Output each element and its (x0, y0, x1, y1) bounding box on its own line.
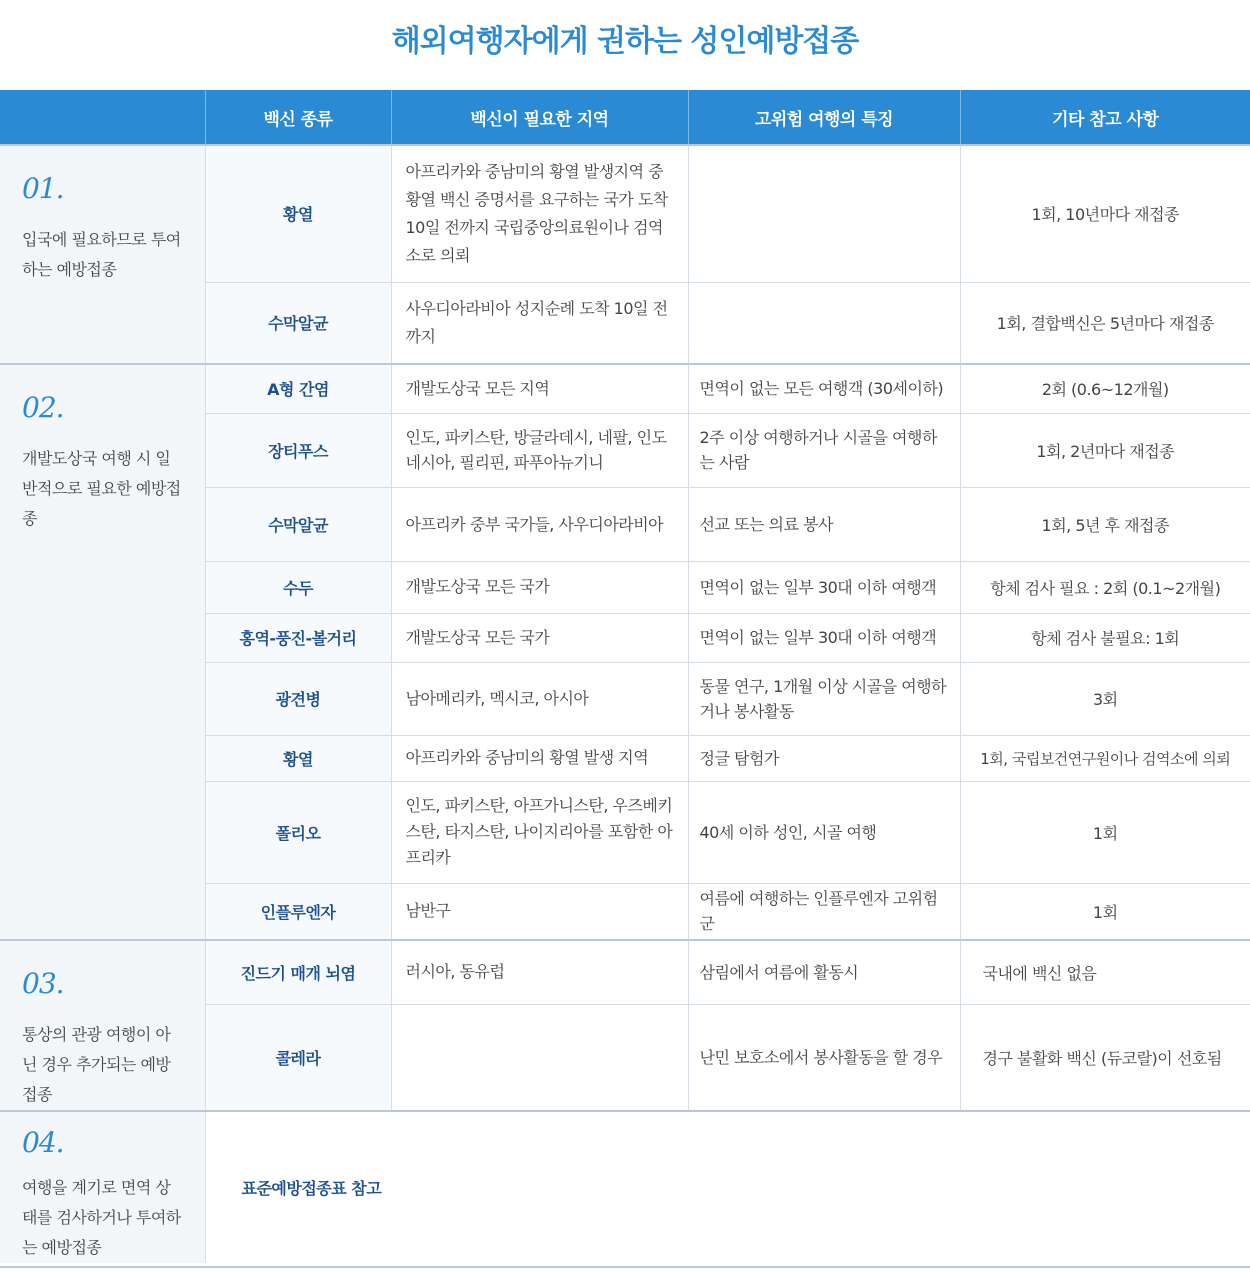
header-category (0, 90, 205, 145)
bottom-divider (0, 1266, 1250, 1268)
note: 1회 (960, 781, 1250, 883)
category-description: 개발도상국 여행 시 일반적으로 필요한 예방접종 (22, 449, 181, 528)
risk-feature: 정글 탐험가 (688, 735, 960, 781)
required-area: 인도, 파키스탄, 방글라데시, 네팔, 인도네시아, 필리핀, 파푸아뉴기니 (391, 413, 688, 487)
header-high-risk-feature: 고위험 여행의 특징 (688, 90, 960, 145)
note: 1회, 국립보건연구원이나 검역소에 의뢰 (960, 735, 1250, 781)
vaccine-name: 황열 (205, 735, 391, 781)
note: 국내에 백신 없음 (960, 940, 1250, 1004)
risk-feature: 삼림에서 여름에 활동시 (688, 940, 960, 1004)
table-row (0, 940, 1250, 1004)
required-area: 남반구 (391, 883, 688, 940)
required-area: 개발도상국 모든 국가 (391, 561, 688, 613)
vaccination-table (0, 90, 1250, 1263)
vaccine-name: 광견병 (205, 662, 391, 735)
required-area: 사우디아라비아 성지순례 도착 10일 전까지 (391, 282, 688, 364)
risk-feature (688, 282, 960, 364)
risk-feature: 면역이 없는 일부 30대 이하 여행객 (688, 561, 960, 613)
category-cell (0, 940, 205, 1111)
table-row (0, 364, 1250, 413)
required-area: 아프리카와 중남미의 황열 발생지역 중 황열 백신 증명서를 요구하는 국가 도착 10일 전까지 국립중앙의료원이나 검역소로 의뢰 (391, 145, 688, 282)
table-row (0, 145, 1250, 282)
vaccine-name: 장티푸스 (205, 413, 391, 487)
vaccine-name: 인플루엔자 (205, 883, 391, 940)
note: 1회, 10년마다 재접종 (960, 145, 1250, 282)
required-area: 남아메리카, 멕시코, 아시아 (391, 662, 688, 735)
risk-feature: 2주 이상 여행하거나 시골을 여행하는 사람 (688, 413, 960, 487)
required-area: 러시아, 동유럽 (391, 940, 688, 1004)
header-vaccine-type: 백신 종류 (205, 90, 391, 145)
vaccine-name: 수막알균 (205, 282, 391, 364)
header-required-area: 백신이 필요한 지역 (391, 90, 688, 145)
note: 3회 (960, 662, 1250, 735)
required-area: 개발도상국 모든 지역 (391, 364, 688, 413)
risk-feature: 면역이 없는 모든 여행객 (30세이하) (688, 364, 960, 413)
risk-feature: 40세 이하 성인, 시골 여행 (688, 781, 960, 883)
required-area (391, 1004, 688, 1111)
note: 1회, 5년 후 재접종 (960, 487, 1250, 561)
required-area: 인도, 파키스탄, 아프가니스탄, 우즈베키스탄, 타지스탄, 나이지리아를 포함한 아프리카 (391, 781, 688, 883)
category-number: 04. (22, 1126, 64, 1159)
category-cell (0, 1111, 205, 1263)
category-cell (0, 364, 205, 940)
vaccine-name: 콜레라 (205, 1004, 391, 1111)
note: 경구 불활화 백신 (듀코랄)이 선호됨 (960, 1004, 1250, 1111)
page-title: 해외여행자에게 권하는 성인예방접종 (391, 24, 859, 59)
note: 항체 검사 불필요: 1회 (960, 613, 1250, 662)
reference-text: 표준예방접종표 참고 (205, 1111, 1250, 1263)
note: 1회 (960, 883, 1250, 940)
required-area: 개발도상국 모든 국가 (391, 613, 688, 662)
vaccine-name: 홍역-풍진-볼거리 (205, 613, 391, 662)
required-area: 아프리카 중부 국가들, 사우디아라비아 (391, 487, 688, 561)
vaccine-name: 수두 (205, 561, 391, 613)
vaccine-name: 수막알균 (205, 487, 391, 561)
risk-feature: 면역이 없는 일부 30대 이하 여행객 (688, 613, 960, 662)
header-other-notes: 기타 참고 사항 (960, 90, 1250, 145)
note: 2회 (0.6~12개월) (960, 364, 1250, 413)
vaccine-name: 폴리오 (205, 781, 391, 883)
category-description: 여행을 계기로 면역 상태를 검사하거나 투여하는 예방접종 (22, 1178, 181, 1257)
table-header-row (0, 90, 1250, 145)
risk-feature: 난민 보호소에서 봉사활동을 할 경우 (688, 1004, 960, 1111)
risk-feature: 여름에 여행하는 인플루엔자 고위험군 (688, 883, 960, 940)
note: 1회, 2년마다 재접종 (960, 413, 1250, 487)
table-row (0, 1111, 1250, 1263)
vaccine-name: 진드기 매개 뇌염 (205, 940, 391, 1004)
required-area: 아프리카와 중남미의 황열 발생 지역 (391, 735, 688, 781)
category-number: 03. (22, 967, 64, 1000)
vaccine-name: 황열 (205, 145, 391, 282)
note: 1회, 결합백신은 5년마다 재접종 (960, 282, 1250, 364)
vaccine-name: A형 간염 (205, 364, 391, 413)
category-description: 입국에 필요하므로 투여하는 예방접종 (22, 230, 181, 279)
category-cell (0, 145, 205, 364)
risk-feature: 동물 연구, 1개월 이상 시골을 여행하거나 봉사활동 (688, 662, 960, 735)
category-number: 01. (22, 172, 64, 205)
risk-feature: 선교 또는 의료 봉사 (688, 487, 960, 561)
note: 항체 검사 필요 : 2회 (0.1~2개월) (960, 561, 1250, 613)
category-number: 02. (22, 391, 64, 424)
category-description: 통상의 관광 여행이 아닌 경우 추가되는 예방접종 (22, 1025, 171, 1104)
risk-feature (688, 145, 960, 282)
